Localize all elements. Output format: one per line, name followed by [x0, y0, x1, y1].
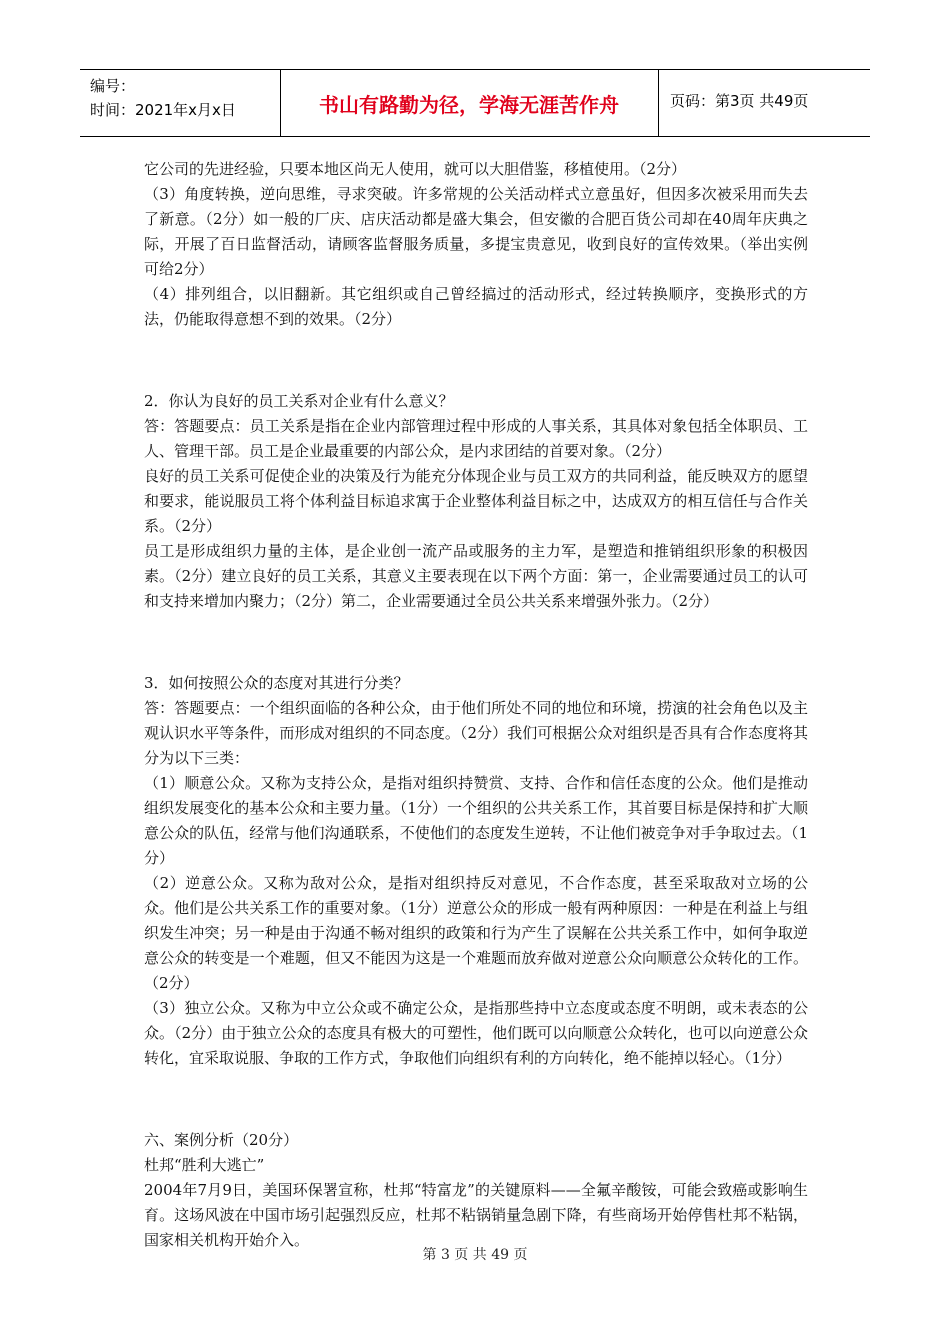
paragraph: 良好的员工关系可促使企业的决策及行为能充分体现企业与员工双方的共同利益，能反映双方的愿望和要求，能说服员工将个体利益目标追求寓于企业整体利益目标之中，达成双方的相互信任与合作关系。（2分） — [144, 467, 808, 535]
paragraph: （3）独立公众。又称为中立公众或不确定公众，是指那些持中立态度或态度不明朗，或未表态的公众。（2分）由于独立公众的态度具有极大的可塑性，他们既可以向顺意公众转化，也可以向逆意公众转化，宜采取说服、争取的工作方式，争取他们向组织有利的方向转化，绝不能掉以轻心。（1分） — [144, 999, 808, 1067]
paragraph-spacer — [144, 348, 808, 373]
paragraph: （4）排列组合，以旧翻新。其它组织或自己曾经搞过的活动形式，经过转换顺序，变换形式的方法，仍能取得意想不到的效果。（2分） — [144, 285, 808, 328]
header-meta — [90, 74, 236, 122]
paragraph-spacer — [144, 1087, 808, 1112]
document-body — [144, 157, 808, 1253]
paragraph: 杜邦“胜利大逃亡” — [144, 1156, 265, 1174]
paragraph: （1）顺意公众。又称为支持公众，是指对组织持赞赏、支持、合作和信任态度的公众。他们是推动组织发展变化的基本公众和主要力量。（1分）一个组织的公共关系工作，其首要目标是保持和扩大顺意公众的队伍，经常与他们沟通联系，不使他们的态度发生逆转，不让他们被竞争对手争取过去。（1分） — [144, 774, 808, 867]
header-code: 编号： — [90, 77, 136, 95]
paragraph: 2004年7月9日，美国环保署宣称，杜邦“特富龙”的关键原料——全氟辛酸铵，可能会致癌或影响生育。这场风波在中国市场引起强烈反应，杜邦不粘锅销量急剧下降，有些商场开始停售杜邦不粘锅，国家相关机构开始介入。 — [144, 1181, 808, 1249]
paragraph-spacer — [144, 630, 808, 655]
paragraph: 它公司的先进经验，只要本地区尚无人使用，就可以大胆借鉴，移植使用。（2分） — [144, 160, 687, 178]
paragraph: 六、案例分析（20分） — [144, 1131, 299, 1149]
paragraph: （2）逆意公众。又称为敌对公众，是指对组织持反对意见，不合作态度，甚至采取敌对立场的公众。他们是公共关系工作的重要对象。（1分）逆意公众的形成一般有两种原因：一种是在利益上与组织发生冲突；另一种是由于沟通不畅对组织的政策和行为产生了误解在公共关系工作中，如何争取逆意公众的转变是一个难题，但又不能因为这是一个难题而放弃做对逆意公众向顺意公众转化的工作。（2分） — [144, 874, 808, 992]
paragraph: 答：答题要点：员工关系是指在企业内部管理过程中形成的人事关系，其具体对象包括全体职员、工人、管理干部。员工是企业最重要的内部公众，是内求团结的首要对象。（2分） — [144, 417, 808, 460]
header-divider — [658, 70, 659, 136]
paragraph: 答：答题要点：一个组织面临的各种公众，由于他们所处不同的地位和环境，捞演的社会角色以及主观认识水平等条件，而形成对组织的不同态度。（2分）我们可根据公众对组织是否具有合作态度将其分为以下三类： — [144, 699, 808, 767]
paragraph: 2．你认为良好的员工关系对企业有什么意义？ — [144, 392, 454, 410]
page-header — [80, 69, 870, 137]
paragraph: （3）角度转换，逆向思维，寻求突破。许多常规的公关活动样式立意虽好，但因多次被采用而失去了新意。（2分）如一般的厂庆、店庆活动都是盛大集会，但安徽的合肥百货公司却在40周年庆典之际，开展了百日监督活动，请顾客监督服务质量，多提宝贵意见，收到良好的宣传效果。（举出实例可给2分） — [144, 185, 808, 278]
paragraph: 3．如何按照公众的态度对其进行分类？ — [144, 674, 409, 692]
header-motto: 书山有路勤为径，学海无涯苦作舟 — [319, 92, 619, 117]
paragraph: 员工是形成组织力量的主体，是企业创一流产品或服务的主力军，是塑造和推销组织形象的积极因素。（2分）建立良好的员工关系，其意义主要表现在以下两个方面：第一，企业需要通过员工的认可和支持来增加内聚力；（2分）第二，企业需要通过全员公共关系来增强外张力。（2分） — [144, 542, 808, 610]
page-footer: 第 3 页 共 49 页 — [422, 1247, 528, 1263]
header-page-info: 页码：第3页 共49页 — [670, 92, 809, 110]
header-time: 时间：2021年x月x日 — [90, 101, 236, 119]
